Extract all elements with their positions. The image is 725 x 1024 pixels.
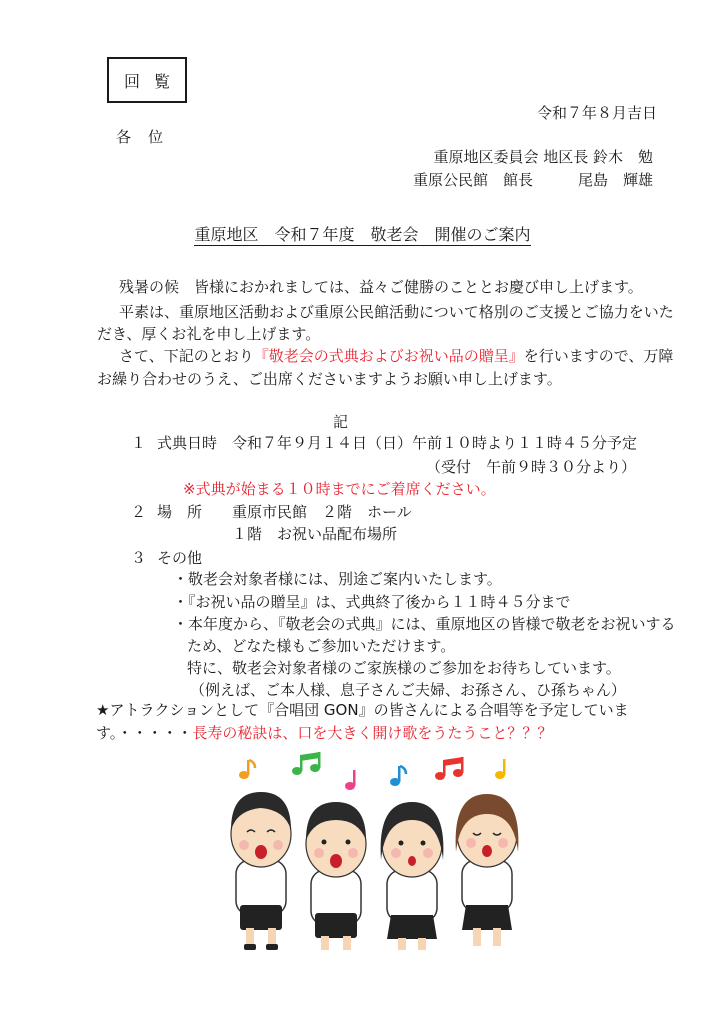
kairan-stamp-box [107,57,187,103]
announcement-prefix: さて、下記のとおり [119,347,254,365]
attraction-prefix: す。・・・・・ [96,724,193,742]
double-music-note-icon [435,757,464,780]
child-singer-1 [231,792,291,950]
bullet-open-ceremony-2: ため、どなた様もご参加いただけます。 [187,637,456,655]
music-note-icon [345,770,356,790]
child-singer-3 [381,802,444,950]
item-1-number: １ [131,434,147,452]
bullet-gift-time: ・『お祝い品の贈呈』は、式典終了後から１１時４５分まで [173,593,571,611]
item-2-number: ２ [131,503,147,521]
document-title [0,222,725,245]
bullet-examples: （例えば、ご本人様、息子さんご夫婦、お孫さん、ひ孫ちゃん） [190,681,626,699]
child-singer-2 [306,802,366,950]
singing-children-illustration [220,745,520,957]
kairan-label: 回覧 [123,71,184,91]
sender-line-1: 重原地区委員会 地区長 鈴木 勉 [433,148,653,166]
item-2-venue-line-2: １階 お祝い品配布場所 [232,525,398,543]
bullet-open-ceremony-1: ・本年度から、『敬老会の式典』には、重原地区の皆様で敬老をお祝いする [173,615,676,633]
item-3-number: ３ [131,549,147,567]
bullet-invitation: ・敬老会対象者様には、別途ご案内いたします。 [173,570,502,588]
music-note-icon [495,759,506,779]
item-1-seating-note: ※式典が始まる１０時までにご着席ください。 [183,480,496,498]
music-note-icon [390,766,406,786]
attraction-line-2 [96,723,552,743]
announcement-line-1 [119,346,673,366]
attraction-line-1: ★アトラクションとして『合唱団 GON』の皆さんによる合唱等を予定していま [96,701,629,719]
thanks-line-1: 平素は、重原地区活動および重原公民館活動について格別のご支援とご協力をいた [119,303,674,321]
child-singer-4 [456,794,519,946]
item-3-other: その他 [157,549,203,567]
item-1-reception: （受付 午前９時３０分より） [426,458,637,476]
issue-date: 令和７年８月吉日 [536,104,657,122]
greeting-paragraph: 残暑の候 皆様におかれましては、益々ご健勝のこととお慶び申し上げます。 [119,278,643,296]
announcement-suffix: を行いますので、万障 [523,347,674,365]
announcement-line-2: お繰り合わせのうえ、ご出席くださいますようお願い申し上げます。 [97,370,562,388]
bullet-family-invite: 特に、敬老会対象者様のご家族様のご参加をお待ちしています。 [187,659,621,677]
double-music-note-icon [292,752,321,775]
document-title-text: 重原地区 令和７年度 敬老会 開催のご案内 [194,225,531,244]
thanks-line-2: だき、厚くお礼を申し上げます。 [97,325,321,343]
music-note-icon [239,760,255,779]
item-2-venue: 場 所 重原市民館 ２階 ホール [157,503,412,521]
addressee: 各 位 [116,128,165,146]
announcement-highlight: 『敬老会の式典およびお祝い品の贈呈』 [253,347,524,365]
longevity-secret-text: 長寿の秘訣は、口を大きく開け歌をうたうこと？？？ [192,724,553,742]
item-1-datetime: 式典日時 令和７年９月１４日（日）午前１０時より１１時４５分予定 [157,434,638,452]
sender-line-2: 重原公民館 館長 尾島 輝雄 [412,171,653,189]
ki-heading: 記 [333,413,349,431]
